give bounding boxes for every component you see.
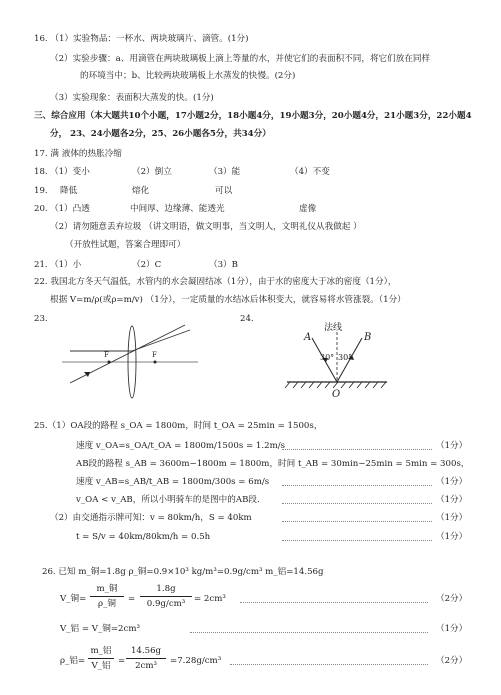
q26-eq-3: = (118, 656, 126, 666)
q20-a: （1）凸透 (50, 204, 90, 214)
q17-answer: 17. 满 液体的热胀冷缩 (34, 149, 122, 159)
q26-score-1: （2分） (436, 594, 468, 604)
q21-number: 21. (34, 260, 48, 270)
q19-b: 熔化 (132, 186, 150, 196)
q26-rho-lhs: ρ_铝= (60, 656, 86, 666)
q26-given: 26. 已知 m_铜=1.8g ρ_铜=0.9×10³ kg/m³=0.9g/cm³ m_铝=14.56g (42, 567, 324, 577)
q25-score-1: （1分） (436, 441, 468, 451)
q25-score-3: （1分） (436, 495, 468, 505)
q26-eq-1: = (128, 594, 136, 604)
q25-line3: AB段的路程 s_AB = 3600m−1800m = 1800m，时间 t_AB = 30min−25min = 5min = 300s， (76, 459, 470, 469)
q20-line2: （2）请勿随意丢弃垃圾 （讲文明语，做文明事，当文明人，文明礼仪从我做起 ） (50, 222, 362, 232)
q26-frac3-num: m_铝 (90, 646, 112, 656)
q25-score-4: （1分） (436, 513, 468, 523)
section3-header-line1: 三、综合应用（本大题共10个小题，17小题2分，18小题4分，19小题3分，20小题4分，21小题3分，22小题4 (34, 111, 472, 121)
q23-number: 23. (34, 314, 48, 324)
q18-b: （2）倒立 (132, 167, 172, 177)
refracted-ray (132, 330, 190, 351)
q26-frac3-bar (88, 658, 114, 659)
q26-score-3: （2分） (436, 656, 468, 666)
q25-line6: （2）由交通指示牌可知：v = 80km/h，S = 40km (50, 513, 252, 523)
lens-ray-diagram (60, 320, 200, 400)
q18-a: （1）变小 (50, 167, 90, 177)
q26-frac1-den: ρ_铜 (98, 599, 116, 609)
q25-dots-3 (282, 503, 432, 504)
q18-c: （3）能 (209, 167, 241, 177)
q18-d: （4）不变 (290, 167, 330, 177)
q20-b: 中间厚、边缘薄、能透光 (130, 204, 225, 214)
q26-frac2-den: 0.9g/cm³ (146, 599, 186, 609)
q26-frac1-num: m_铜 (96, 584, 118, 594)
q24-number: 24. (240, 314, 254, 324)
q26-frac2-bar (140, 596, 192, 597)
q22-line1: 22. 我国北方冬天气温低，水管内的水会凝固结冰（1分），由于水的密度大于冰的密度（1分）， (34, 277, 397, 287)
q26-result-1: = 2cm³ (194, 594, 226, 604)
q25-dots-2 (282, 485, 432, 486)
q16-line3: 的环境当中；b、比较两块玻璃板上水蒸发的快慢。(2分) (80, 71, 296, 81)
q25-dots-4 (282, 521, 432, 522)
reflection-diagram (282, 318, 392, 400)
q19-a: 降低 (60, 186, 78, 196)
q19-c: 可以 (215, 186, 233, 196)
q26-v-lhs: V_铜= (60, 594, 87, 604)
q16-line4: （3）实验现象：表面积大蒸发的快。(1分) (50, 93, 214, 103)
q26-frac4-bar (126, 658, 166, 659)
point-a-label: A (304, 332, 312, 343)
q18-number: 18. (34, 167, 48, 177)
q25-line1: 25.（1）OA段的路程 s_OA = 1800m，时间 t_OA = 25min = 1500s， (34, 421, 323, 431)
q22-line2: 根据 V=m/ρ(或ρ=m/v) （1分），一定质量的水结冰后体积变大，就容易将水管涨裂。（1分） (50, 295, 406, 305)
section3-header-line2: 分， 23、24小题各2分，25、26小题各5分，共34分） (50, 129, 271, 139)
q26-score-2: （1分） (436, 624, 468, 634)
q21-c: （3）B (209, 260, 238, 270)
angle-label-incident: 30° (320, 353, 335, 362)
q26-result-3: =7.28g/cm³ (170, 656, 222, 666)
q26-frac3-den: V_铝 (91, 661, 111, 671)
focal-label-left: F (104, 351, 109, 359)
focal-label-right: F (152, 351, 157, 359)
q25-line7: t = S/v = 40km/80km/h = 0.5h (76, 532, 211, 542)
q26-frac1-bar (90, 596, 124, 597)
ray-arrowhead (84, 372, 90, 377)
q21-a: （1）小 (50, 260, 82, 270)
q26-frac4-num: 14.56g (130, 646, 162, 656)
q26-dots-3 (230, 664, 428, 665)
focal-point-left (108, 361, 111, 364)
normal-label: 法线 (324, 323, 343, 333)
q19-number: 19. (34, 186, 48, 196)
q16-line2: （2）实验步骤：a、用滴管在两块玻璃板上滴上等量的水，并使它们的表面积不同，将它们放在同样 (50, 54, 431, 64)
q26-frac4-den: 2cm³ (135, 661, 157, 671)
q26-dots-1 (240, 602, 428, 603)
q20-number: 20. (34, 204, 48, 214)
q25-dots-1 (282, 449, 432, 450)
q20-line3: （开放性试题，答案合理即可） (65, 240, 186, 250)
q26-line3: V_铝 = V_铜=2cm³ (60, 624, 140, 634)
angle-label-reflected: 30° (338, 353, 353, 362)
q26-frac2-num: 1.8g (156, 584, 176, 594)
q25-dots-5 (282, 540, 432, 541)
q25-score-5: （1分） (436, 532, 468, 542)
focal-point-right (154, 361, 157, 364)
point-o-label: O (332, 389, 341, 400)
q25-line2: 速度 v_OA=s_OA/t_OA = 1800m/1500s = 1.2m/s (76, 441, 286, 451)
q21-b: （2）C (132, 260, 162, 270)
mirror-hatching (285, 382, 386, 388)
q25-score-2: （1分） (436, 477, 468, 487)
q16-line1: 16. （1）实验物品：一杯水、两块玻璃片、滴管。(1分) (34, 34, 249, 44)
q26-dots-2 (190, 632, 428, 633)
point-b-label: B (364, 332, 372, 343)
q25-line4: 速度 v_AB=s_AB/t_AB = 1800m/300s = 6m/s (76, 477, 270, 487)
q25-line5: v_OA < v_AB，所以小明骑车的是图中的AB段. (76, 495, 260, 505)
q20-c: 虚像 (299, 204, 317, 214)
